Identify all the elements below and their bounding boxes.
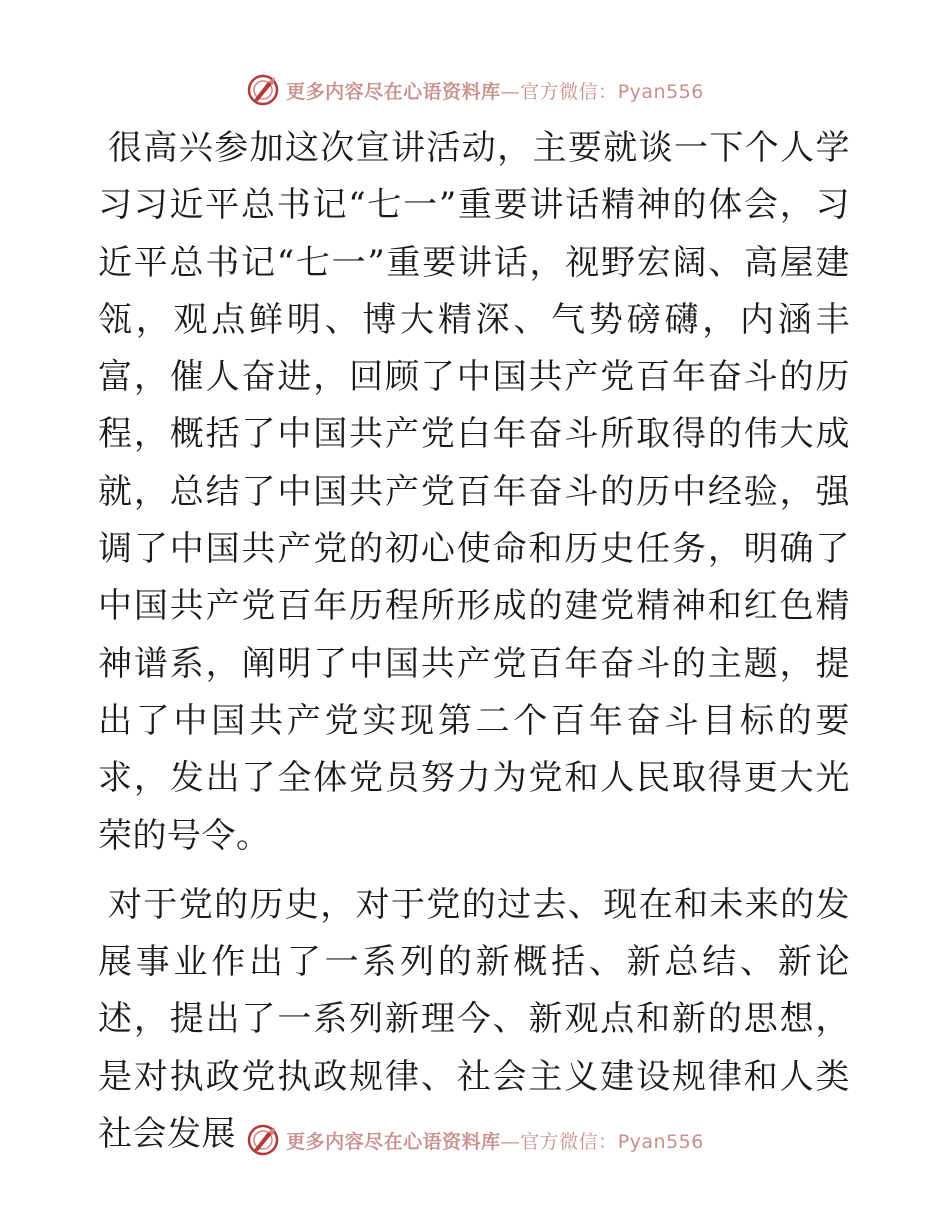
watermark-dash: — [500,1130,521,1153]
watermark-wechat-id: Pyan556 [617,1130,704,1153]
document-body [98,120,850,1163]
paragraph-2: 对于党的历史，对于党的过去、现在和未来的发展事业作出了一系列的新概括、新总结、新论述，提出了一系列新理今、新观点和新的思想，是对执政党执政规律、社会主义建设规律和人类社会发展 [98,884,850,1155]
quill-logo-icon [246,1123,280,1157]
header-watermark [0,70,950,110]
watermark-wechat-id: Pyan556 [617,80,704,103]
watermark-dash: — [500,80,521,103]
watermark-wechat-label: 官方微信： [520,1130,618,1153]
paragraph-1: 很高兴参加这次宣讲活动，主要就谈一下个人学习习近平总书记“七一”重要讲话精神的体会，习近平总书记“七一”重要讲话，视野宏阔、高屋建瓴，观点鲜明、博大精深、气势磅礴，内涵丰富，催人奋进，回顾了中国共产党百年奋斗的历程，概括了中国共产党白年奋斗所取得的伟大成就，总结了中国共产党百年奋斗的历中经验，强调了中国共产党的初心使命和历史任务，明确了中国共产党百年历程所形成的建党精神和红色精神谱系，阐明了中国共产党百年奋斗的主题，提出了中国共产党实现第二个百年奋斗目标的要求，发出了全体党员努力为党和人民取得更大光荣的号令。 [98,128,850,856]
footer-watermark [0,1120,950,1160]
watermark-text [286,77,704,104]
watermark-site-text: 更多内容尽在心语资料库 [286,80,501,103]
watermark-wechat-label: 官方微信： [520,80,618,103]
watermark-text [286,1127,704,1154]
watermark-site-text: 更多内容尽在心语资料库 [286,1130,501,1153]
quill-logo-icon [246,73,280,107]
